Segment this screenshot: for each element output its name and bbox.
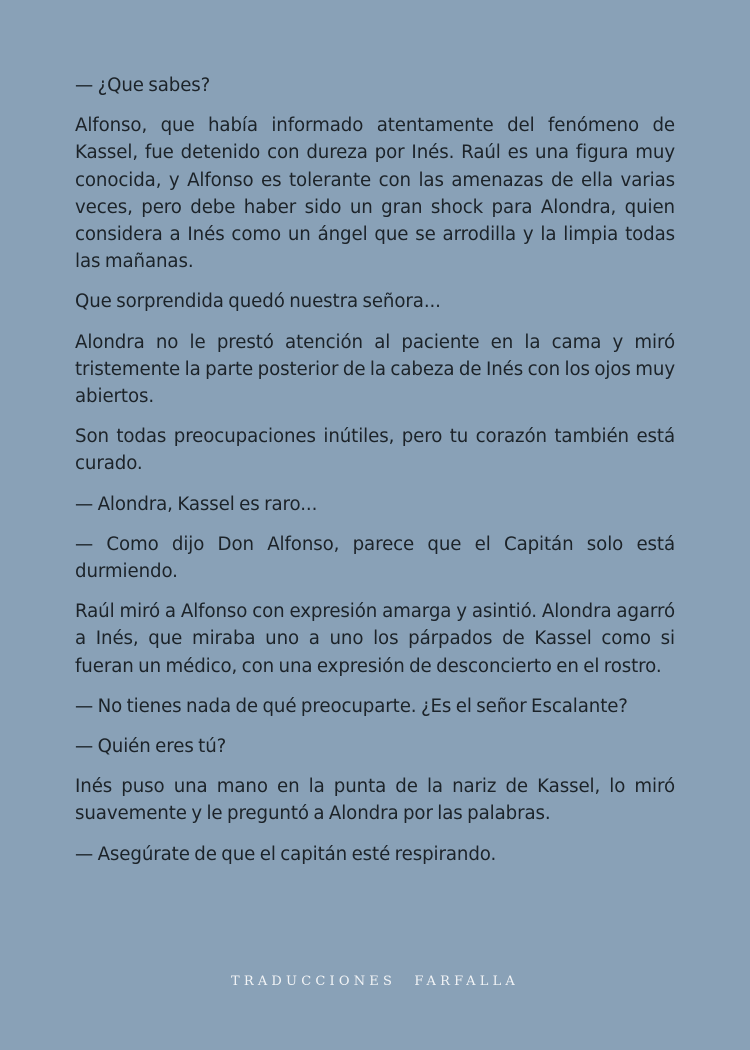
document-body xyxy=(75,72,675,881)
paragraph-5: Son todas preocupaciones inútiles, pero tu corazón también está curado. xyxy=(75,426,675,475)
paragraph-3: Que sorprendida quedó nuestra señora... xyxy=(75,291,441,313)
paragraph-11: Inés puso una mano en la punta de la nariz de Kassel, lo miró suavemente y le preguntó a Alondra por las palabras. xyxy=(75,776,675,825)
paragraph-8: Raúl miró a Alfonso con expresión amarga y asintió. Alondra agarró a Inés, que miraba uno a uno los párpados de Kassel como si fueran un médico, con una expresión de desconcierto en el rostro. xyxy=(75,601,675,677)
footer-credit: TRADUCCIONES FARFALLA xyxy=(230,974,519,989)
paragraph-4: Alondra no le prestó atención al paciente en la cama y miró tristemente la parte posterior de la cabeza de Inés con los ojos muy abiertos. xyxy=(75,331,675,408)
paragraph-12: — Asegúrate de que el capitán esté respirando. xyxy=(75,843,497,865)
paragraph-6: — Alondra, Kassel es raro... xyxy=(75,493,318,515)
paragraph-9: — No tienes nada de qué preocuparte. ¿Es el señor Escalante? xyxy=(75,695,628,717)
paragraph-7: — Como dijo Don Alfonso, parece que el Capitán solo está durmiendo. xyxy=(75,533,675,583)
paragraph-10: — Quién eres tú? xyxy=(75,736,227,758)
paragraph-2: Alfonso, que había informado atentamente del fenómeno de Kassel, fue detenido con dureza por Inés. Raúl es una figura muy conocida, y Alfonso es tolerante con las amenazas de ella varias veces, pero debe haber sido un gran shock para Alondra, quien considera a Inés como un ángel que se arrodilla y la limpia todas las mañanas. xyxy=(75,115,675,273)
paragraph-1: — ¿Que sabes? xyxy=(75,75,211,96)
